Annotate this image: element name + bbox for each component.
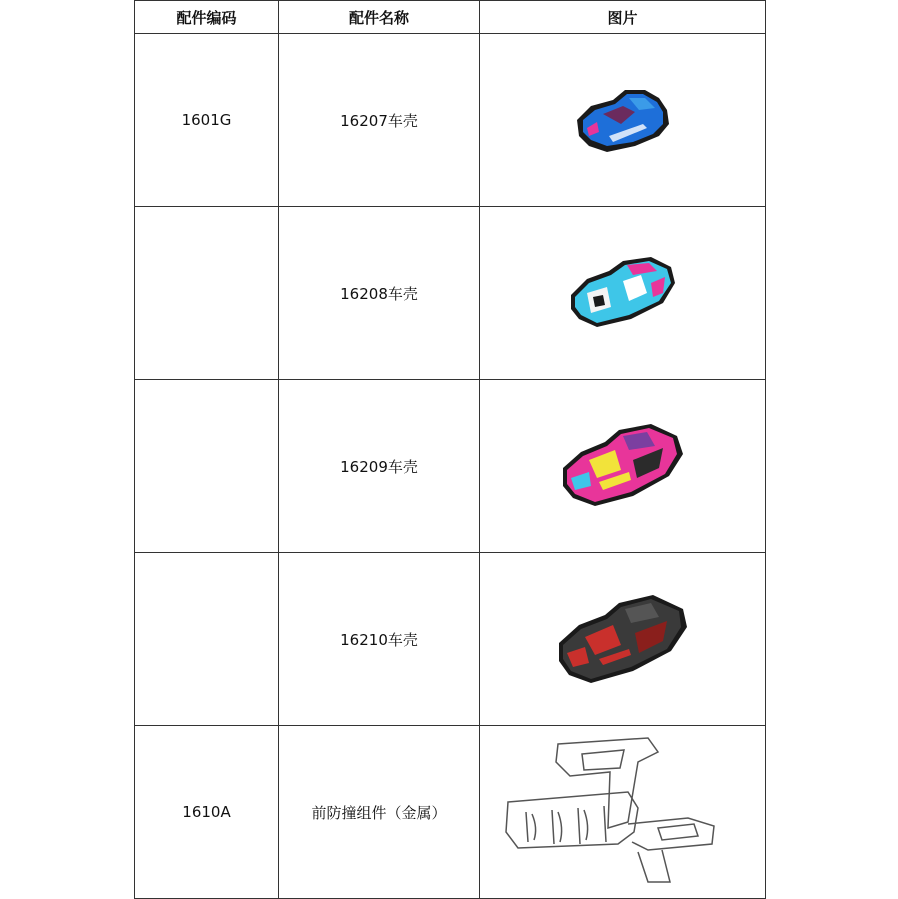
part-image-cell	[480, 207, 766, 380]
header-image: 图片	[480, 1, 766, 34]
part-code	[135, 207, 279, 380]
table-row	[135, 380, 766, 553]
part-image-cell	[480, 380, 766, 553]
pink-yellow-car-shell-icon	[559, 420, 687, 512]
table-row	[135, 726, 766, 899]
header-name: 配件名称	[279, 1, 480, 34]
part-image-cell	[480, 34, 766, 207]
part-code: 1610A	[135, 726, 279, 899]
red-black-car-shell-icon	[555, 591, 691, 687]
header-code: 配件编码	[135, 1, 279, 34]
part-code	[135, 553, 279, 726]
header-row	[135, 1, 766, 34]
table-row	[135, 34, 766, 207]
part-code	[135, 380, 279, 553]
part-name: 16207车壳	[279, 34, 480, 207]
part-image-cell	[480, 553, 766, 726]
part-code: 1601G	[135, 34, 279, 207]
part-name: 16210车壳	[279, 553, 480, 726]
part-image-cell	[480, 726, 766, 899]
cyan-pink-car-shell-icon	[567, 253, 679, 333]
front-bumper-drawing-icon	[498, 732, 748, 892]
table-row	[135, 207, 766, 380]
blue-car-shell-icon	[573, 84, 673, 156]
part-name: 前防撞组件（金属）	[279, 726, 480, 899]
part-name: 16208车壳	[279, 207, 480, 380]
table-row	[135, 553, 766, 726]
parts-table	[134, 0, 766, 899]
part-name: 16209车壳	[279, 380, 480, 553]
